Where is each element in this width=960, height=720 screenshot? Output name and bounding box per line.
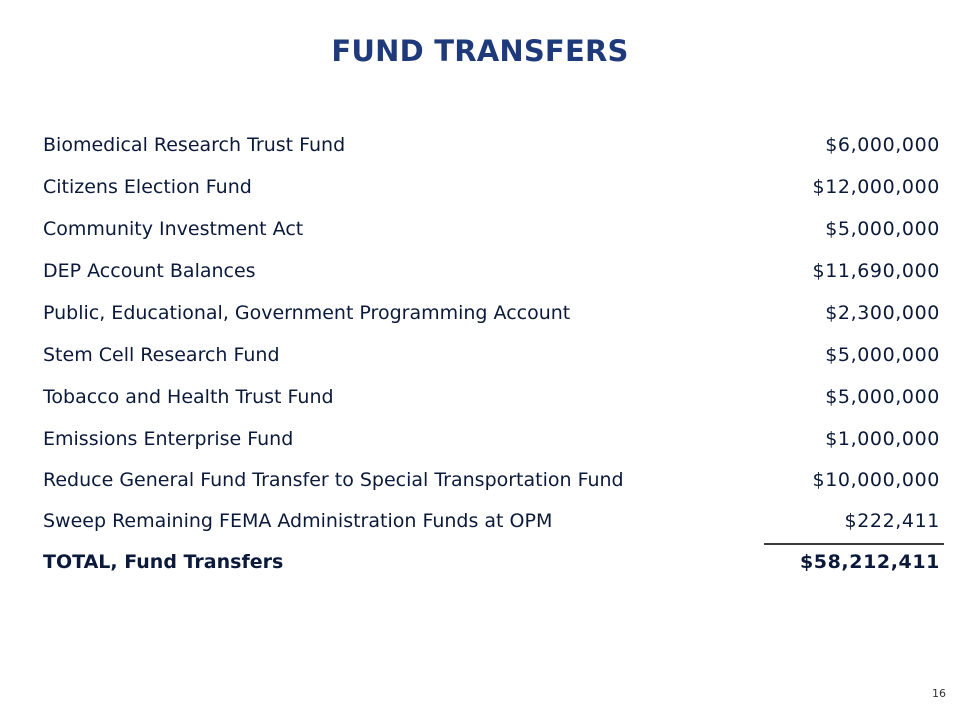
item-label: Sweep Remaining FEMA Administration Funds at OPM — [43, 510, 553, 532]
item-label: Community Investment Act — [43, 218, 304, 240]
item-amount: $222,411 — [844, 510, 940, 532]
list-item — [43, 335, 940, 377]
list-item — [43, 419, 940, 460]
list-item — [43, 377, 940, 419]
item-amount: $1,000,000 — [825, 428, 940, 450]
total-divider — [764, 543, 944, 545]
item-label: Reduce General Fund Transfer to Special Transportation Fund — [43, 469, 624, 491]
list-item — [43, 167, 940, 209]
item-label: Stem Cell Research Fund — [43, 344, 280, 366]
list-item — [43, 293, 940, 335]
list-item — [43, 251, 940, 293]
item-label: Public, Educational, Government Programming Account — [43, 302, 571, 324]
item-amount: $10,000,000 — [812, 469, 940, 491]
item-label: Tobacco and Health Trust Fund — [43, 386, 334, 408]
item-amount: $6,000,000 — [825, 134, 940, 156]
item-label: Emissions Enterprise Fund — [43, 428, 294, 450]
item-label: DEP Account Balances — [43, 260, 256, 282]
list-item — [43, 209, 940, 251]
item-amount: $11,690,000 — [812, 260, 940, 282]
page-title: FUND TRANSFERS — [331, 34, 629, 68]
total-amount: $58,212,411 — [799, 551, 940, 573]
list-item — [43, 501, 940, 542]
list-item — [43, 125, 940, 167]
item-amount: $12,000,000 — [812, 176, 940, 198]
item-amount: $5,000,000 — [825, 344, 940, 366]
page-number: 16 — [932, 687, 946, 700]
item-label: Citizens Election Fund — [43, 176, 252, 198]
item-amount: $5,000,000 — [825, 386, 940, 408]
fund-transfer-list — [43, 125, 940, 542]
item-amount: $5,000,000 — [825, 218, 940, 240]
list-item — [43, 460, 940, 501]
total-row — [43, 548, 940, 588]
total-label: TOTAL, Fund Transfers — [43, 551, 284, 573]
item-label: Biomedical Research Trust Fund — [43, 134, 346, 156]
item-amount: $2,300,000 — [825, 302, 940, 324]
